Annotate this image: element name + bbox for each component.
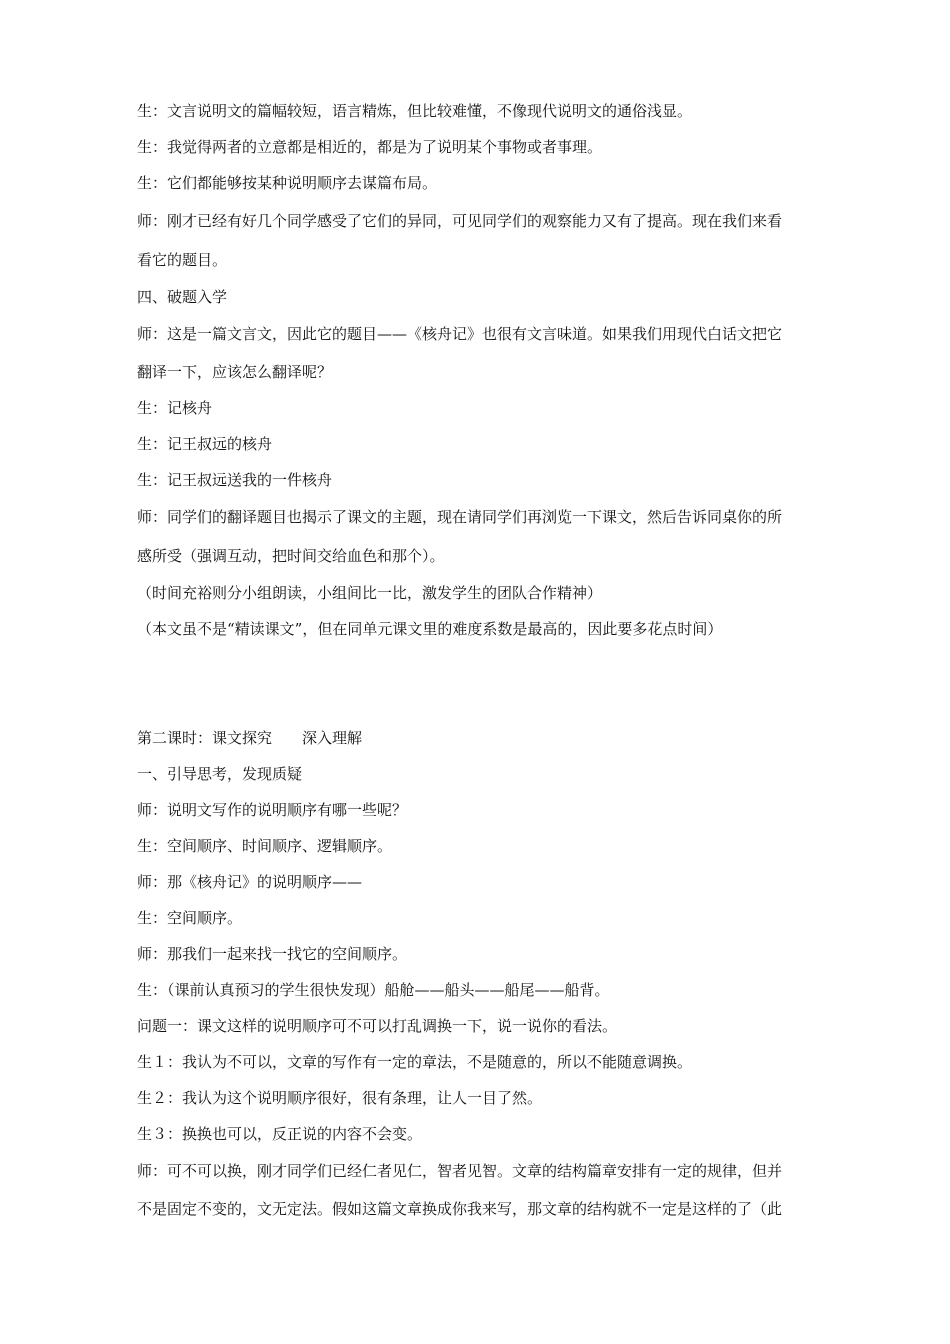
text-line: 生：文言说明文的篇幅较短，语言精炼，但比较难懂，不像现代说明文的通俗浅显。 — [137, 102, 693, 120]
text-line: 看它的题目。 — [137, 251, 228, 269]
text-line: 师：那《核舟记》的说明顺序—— — [137, 873, 363, 891]
text-line: 生３：换换也可以，反正说的内容不会变。 — [137, 1125, 423, 1143]
text-line: 感所受（强调互动，把时间交给血色和那个）。 — [137, 547, 445, 565]
text-line: 生２：我认为这个说明顺序很好，很有条理，让人一目了然。 — [137, 1089, 543, 1107]
text-line: 生：记核舟 — [137, 399, 213, 417]
text-line: （本文虽不是“精读课文”，但在同单元课文里的难度系数是最高的，因此要多花点时间） — [137, 620, 723, 638]
text-line: 生１：我认为不可以，文章的写作有一定的章法，不是随意的，所以不能随意调换。 — [137, 1053, 693, 1071]
text-line: 翻译一下，应该怎么翻译呢？ — [137, 363, 333, 381]
text-line: 生：我觉得两者的立意都是相近的，都是为了说明某个事物或者事理。 — [137, 138, 603, 156]
text-line: 师：刚才已经有好几个同学感受了它们的异同，可见同学们的观察能力又有了提高。现在我们来看 — [137, 212, 783, 230]
text-line: 生：记王叔远的核舟 — [137, 435, 273, 453]
text-line: 生：空间顺序、时间顺序、逻辑顺序。 — [137, 837, 393, 855]
text-line: 问题一：课文这样的说明顺序可不可以打乱调换一下，说一说你的看法。 — [137, 1017, 618, 1035]
text-line: 生：（课前认真预习的学生很快发现）船舱——船头——船尾——船背。 — [137, 981, 610, 999]
text-line: 师：同学们的翻译题目也揭示了课文的主题，现在请同学们再浏览一下课文，然后告诉同桌你的所 — [137, 508, 783, 526]
text-line: 师：可不可以换，刚才同学们已经仁者见仁，智者见智。文章的结构篇章安排有一定的规律，但并 — [137, 1162, 783, 1180]
text-line: 生：记王叔远送我的一件核舟 — [137, 471, 333, 489]
text-line: 师：这是一篇文言文，因此它的题目——《核舟记》也很有文言味道。如果我们用现代白话文把它 — [137, 325, 783, 343]
text-line: （时间充裕则分小组朗读，小组间比一比，激发学生的团队合作精神） — [137, 584, 603, 602]
text-line: 师：那我们一起来找一找它的空间顺序。 — [137, 945, 408, 963]
text-line: 生：空间顺序。 — [137, 909, 243, 927]
lesson-heading: 第二课时：课文探究 深入理解 — [137, 729, 363, 747]
text-line: 不是固定不变的，文无定法。假如这篇文章换成你我来写，那文章的结构就不一定是这样的了（此 — [137, 1200, 783, 1218]
text-line: 师：说明文写作的说明顺序有哪一些呢？ — [137, 801, 408, 819]
text-line: 生：它们都能够按某种说明顺序去谋篇布局。 — [137, 174, 438, 192]
section-heading: 四、破题入学 — [137, 288, 228, 306]
section-heading: 一、引导思考，发现质疑 — [137, 765, 303, 783]
